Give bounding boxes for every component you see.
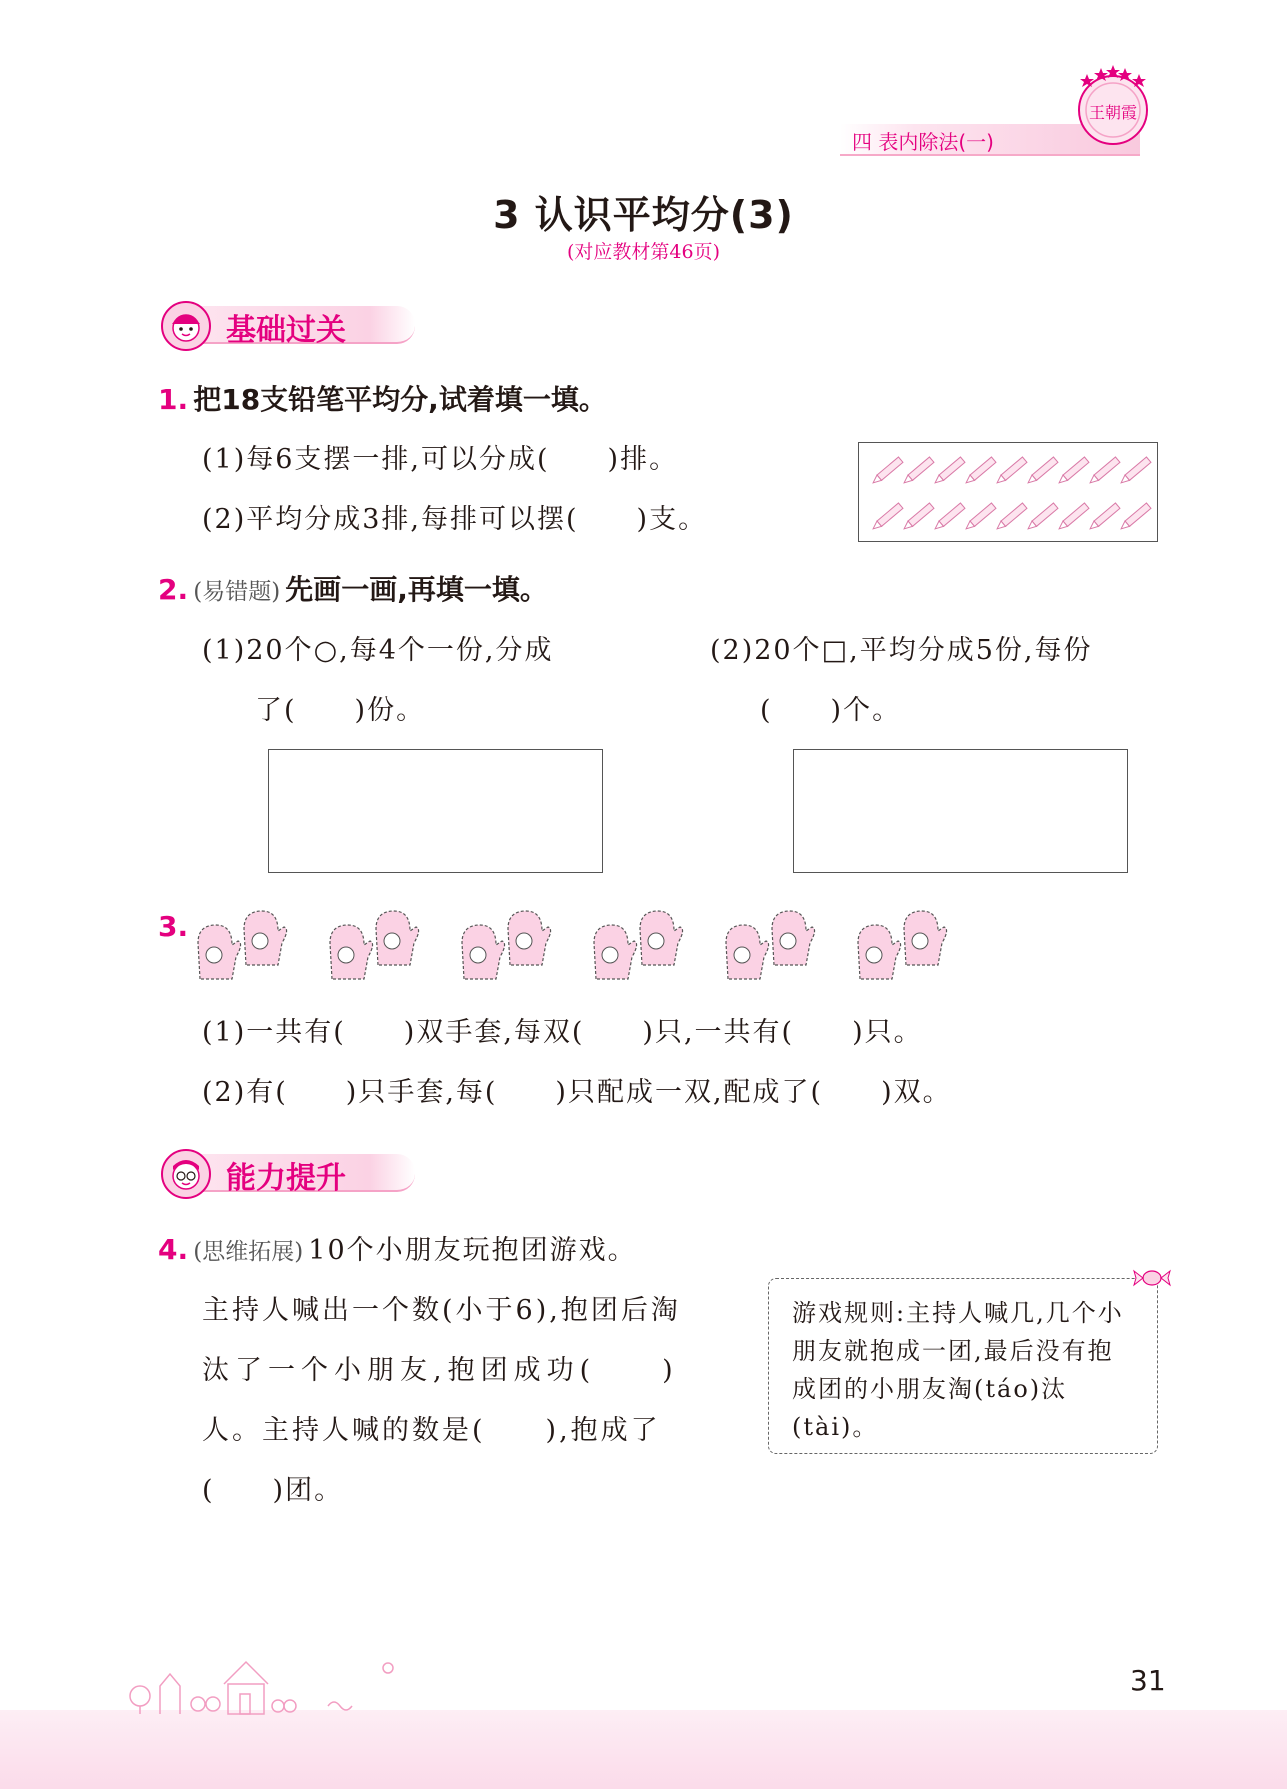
q1-part-2: (2)平均分成3排,每排可以摆( )支。 bbox=[202, 504, 708, 535]
pencil bbox=[964, 503, 996, 532]
pencil bbox=[871, 503, 903, 532]
question-number: 3. bbox=[158, 910, 189, 943]
drawing-box-squares[interactable] bbox=[793, 749, 1128, 873]
question-text: 10个小朋友玩抱团游戏。 bbox=[308, 1235, 637, 1266]
pencil bbox=[1057, 503, 1089, 532]
pencil bbox=[902, 457, 934, 486]
footer-band bbox=[0, 1710, 1287, 1789]
pencil bbox=[1057, 457, 1089, 486]
pencil bbox=[933, 457, 965, 486]
q4-line-4: ( )团。 bbox=[202, 1475, 344, 1506]
pencils-group bbox=[859, 443, 1157, 541]
section-header-advanced bbox=[160, 1148, 410, 1194]
q4-line-3: 人。主持人喊的数是( ),抱成了 bbox=[202, 1415, 661, 1446]
boy-avatar-icon bbox=[160, 1148, 212, 1200]
q2-left-line-2: 了( )份。 bbox=[255, 695, 426, 726]
glove-pair bbox=[858, 911, 947, 979]
q4-line-1: 主持人喊出一个数(小于6),抱团后淘 bbox=[202, 1295, 681, 1326]
glove-pair bbox=[330, 911, 419, 979]
pencil bbox=[1088, 457, 1120, 486]
question-text: 把18支铅笔平均分,试着填一填。 bbox=[193, 383, 607, 416]
question-number: 2. bbox=[158, 573, 189, 606]
pencil bbox=[995, 503, 1027, 532]
pencil bbox=[902, 503, 934, 532]
pencil-illustration bbox=[858, 442, 1158, 542]
game-rules-text: 游戏规则:主持人喊几,几个小朋友就抱成一团,最后没有抱成团的小朋友淘(táo)汰(tài)。 bbox=[792, 1299, 1124, 1441]
q2-left-line-1: (1)20个○,每4个一份,分成 bbox=[202, 635, 554, 666]
pencil bbox=[871, 457, 903, 486]
pencil bbox=[995, 457, 1027, 486]
drawing-box-circles[interactable] bbox=[268, 749, 603, 873]
pencil bbox=[1119, 457, 1151, 486]
question-number: 4. bbox=[158, 1233, 189, 1266]
question-1 bbox=[158, 378, 607, 418]
pencil bbox=[1026, 503, 1058, 532]
page-title: 3 认识平均分(3) bbox=[493, 193, 794, 237]
gloves-illustration bbox=[192, 905, 962, 987]
brand-logo bbox=[1073, 62, 1153, 152]
logo-text: 王朝霞 bbox=[1088, 103, 1138, 122]
question-text: 先画一画,再填一填。 bbox=[285, 573, 548, 606]
girl-avatar-icon bbox=[160, 300, 212, 352]
chapter-label: 四 表内除法(一) bbox=[852, 130, 994, 154]
question-3 bbox=[158, 910, 188, 943]
q3-part-2: (2)有( )只手套,每( )只配成一双,配成了( )双。 bbox=[202, 1077, 952, 1108]
q2-right-line-1: (2)20个□,平均分成5份,每份 bbox=[710, 635, 1093, 666]
pencil bbox=[964, 457, 996, 486]
section-title: 能力提升 bbox=[226, 1161, 346, 1196]
page-number: 31 bbox=[1130, 1664, 1166, 1697]
q1-part-1: (1)每6支摆一排,可以分成( )排。 bbox=[202, 444, 679, 475]
glove-pair bbox=[462, 911, 551, 979]
q2-right-line-2: ( )个。 bbox=[760, 695, 902, 726]
q4-line-2: 汰了一个小朋友,抱团成功( ) bbox=[202, 1355, 679, 1386]
question-tag: (易错题) bbox=[193, 579, 281, 605]
question-tag: (思维拓展) bbox=[193, 1239, 304, 1265]
question-2 bbox=[158, 568, 548, 608]
pencil bbox=[933, 503, 965, 532]
glove-pair bbox=[594, 911, 683, 979]
glove-pair bbox=[726, 911, 815, 979]
q3-part-1: (1)一共有( )双手套,每双( )只,一共有( )只。 bbox=[202, 1017, 923, 1048]
pencil bbox=[1088, 503, 1120, 532]
castle-decoration-icon bbox=[118, 1646, 408, 1716]
page-subtitle: (对应教材第46页) bbox=[566, 241, 720, 263]
pencil bbox=[1026, 457, 1058, 486]
glove-pair bbox=[198, 911, 287, 979]
section-header-basic bbox=[160, 300, 410, 346]
candy-icon bbox=[1132, 1266, 1172, 1290]
section-title: 基础过关 bbox=[226, 313, 346, 348]
pencil bbox=[1119, 503, 1151, 532]
question-4 bbox=[158, 1228, 637, 1267]
question-number: 1. bbox=[158, 383, 189, 416]
